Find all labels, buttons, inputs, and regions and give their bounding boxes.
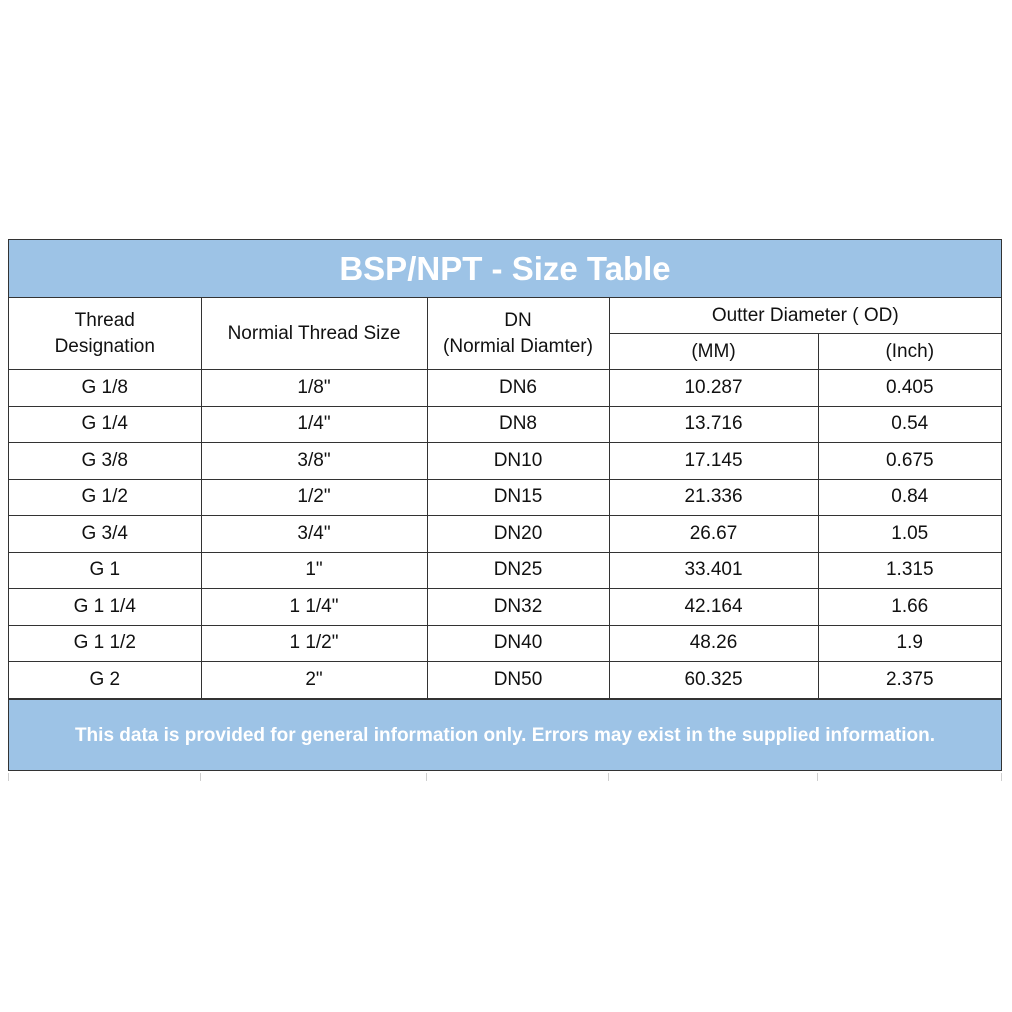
table-row [9, 662, 1001, 699]
table-row [9, 479, 1001, 516]
table-row [9, 589, 1001, 626]
cell-thread-size: 3/4" [201, 516, 427, 553]
cell-designation: G 1 [9, 552, 201, 589]
cell-thread-size: 1/8" [201, 370, 427, 407]
cell-dn: DN25 [427, 552, 609, 589]
table-row [9, 625, 1001, 662]
cell-od-inch: 1.66 [818, 589, 1001, 626]
cell-thread-size: 1/4" [201, 406, 427, 443]
table-row [9, 370, 1001, 407]
cell-od-inch: 1.9 [818, 625, 1001, 662]
cell-thread-size: 3/8" [201, 443, 427, 480]
cell-od-inch: 0.405 [818, 370, 1001, 407]
cell-od-mm: 13.716 [609, 406, 818, 443]
cell-od-inch: 0.675 [818, 443, 1001, 480]
table-row [9, 516, 1001, 553]
header-outer-diameter: Outter Diameter ( OD) [609, 298, 1001, 334]
header-thread-designation [9, 298, 201, 370]
cell-od-inch: 0.54 [818, 406, 1001, 443]
cell-dn: DN6 [427, 370, 609, 407]
table-title: BSP/NPT - Size Table [9, 240, 1001, 298]
cell-od-inch: 1.05 [818, 516, 1001, 553]
cell-od-mm: 48.26 [609, 625, 818, 662]
cell-od-mm: 42.164 [609, 589, 818, 626]
size-grid [9, 298, 1001, 699]
cell-od-inch: 0.84 [818, 479, 1001, 516]
cell-dn: DN20 [427, 516, 609, 553]
cell-od-inch: 1.315 [818, 552, 1001, 589]
table-row [9, 443, 1001, 480]
header-thread-designation-line1: Thread [74, 309, 135, 331]
table-row [9, 552, 1001, 589]
cell-designation: G 1/2 [9, 479, 201, 516]
disclaimer: This data is provided for general information only. Errors may exist in the supplied information. [9, 699, 1001, 770]
cell-designation: G 1 1/2 [9, 625, 201, 662]
cell-od-mm: 26.67 [609, 516, 818, 553]
cell-designation: G 1/8 [9, 370, 201, 407]
cell-thread-size: 1/2" [201, 479, 427, 516]
cell-dn: DN40 [427, 625, 609, 662]
sheet-grid-ticks [0, 773, 1012, 781]
header-od-inch: (Inch) [818, 334, 1001, 370]
cell-dn: DN8 [427, 406, 609, 443]
cell-thread-size: 1 1/2" [201, 625, 427, 662]
size-table [8, 239, 1002, 771]
cell-thread-size: 1 1/4" [201, 589, 427, 626]
header-dn-line1: DN [504, 309, 532, 331]
cell-designation: G 3/8 [9, 443, 201, 480]
header-dn-line2: (Normial Diamter) [443, 335, 593, 357]
cell-od-inch: 2.375 [818, 662, 1001, 699]
cell-thread-size: 1" [201, 552, 427, 589]
cell-designation: G 1 1/4 [9, 589, 201, 626]
cell-thread-size: 2" [201, 662, 427, 699]
cell-od-mm: 21.336 [609, 479, 818, 516]
cell-dn: DN15 [427, 479, 609, 516]
cell-designation: G 2 [9, 662, 201, 699]
cell-designation: G 1/4 [9, 406, 201, 443]
header-dn [427, 298, 609, 370]
cell-dn: DN32 [427, 589, 609, 626]
cell-dn: DN50 [427, 662, 609, 699]
cell-od-mm: 60.325 [609, 662, 818, 699]
table-row [9, 406, 1001, 443]
header-normal-thread-size: Normial Thread Size [201, 298, 427, 370]
cell-designation: G 3/4 [9, 516, 201, 553]
header-thread-designation-line2: Designation [54, 335, 155, 357]
cell-od-mm: 17.145 [609, 443, 818, 480]
cell-od-mm: 33.401 [609, 552, 818, 589]
cell-od-mm: 10.287 [609, 370, 818, 407]
cell-dn: DN10 [427, 443, 609, 480]
header-od-mm: (MM) [609, 334, 818, 370]
